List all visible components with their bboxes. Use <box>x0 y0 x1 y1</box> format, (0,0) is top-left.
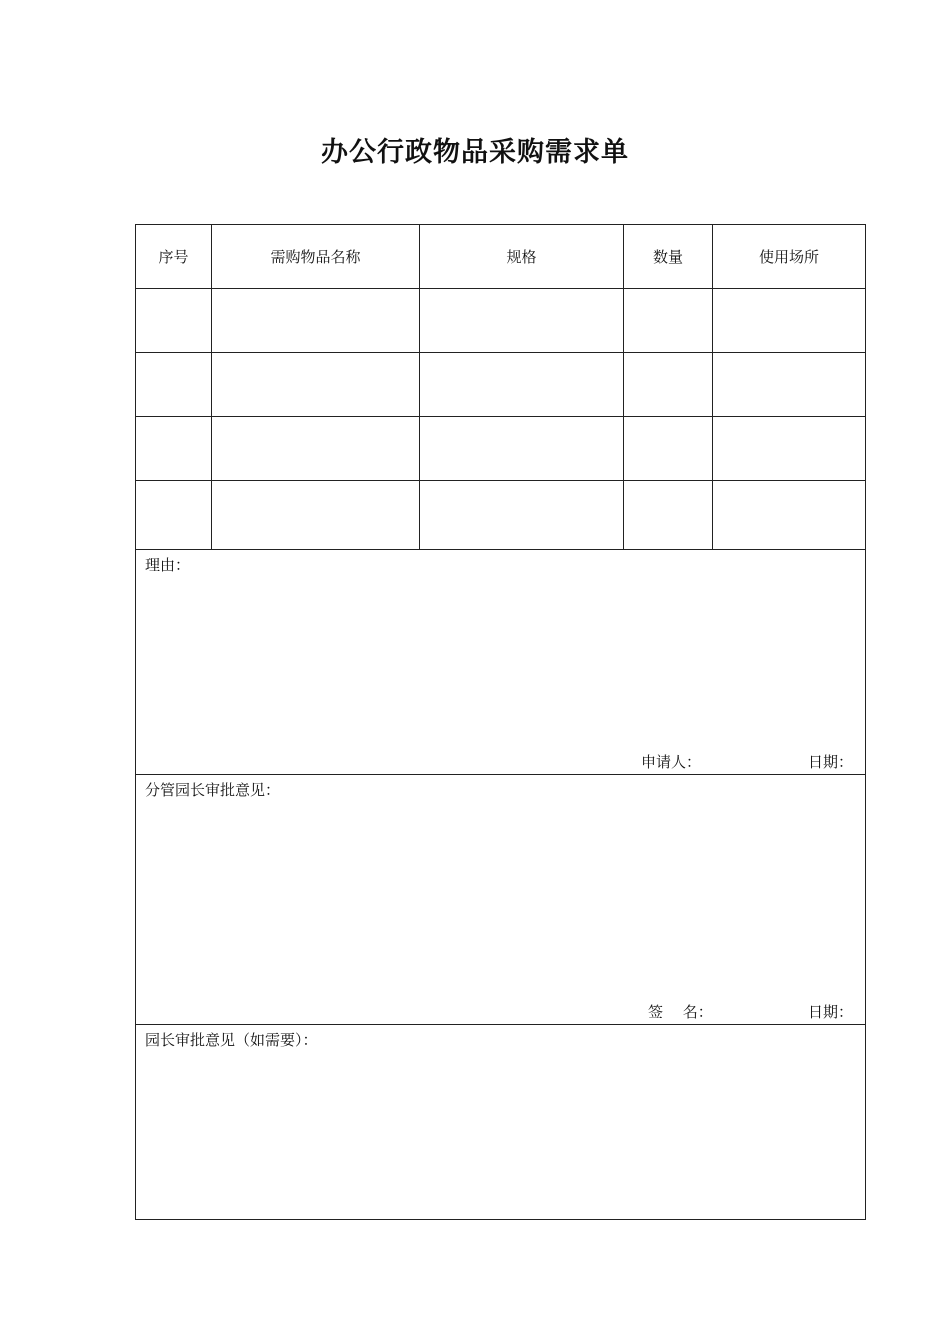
director-approval-section[interactable] <box>136 1025 866 1220</box>
cell-item-name[interactable] <box>212 417 420 481</box>
header-quantity: 数量 <box>624 225 713 289</box>
applicant-label: 申请人： <box>641 753 702 771</box>
purchase-request-table <box>135 224 866 1220</box>
cell-quantity[interactable] <box>624 353 713 417</box>
cell-quantity[interactable] <box>624 481 713 550</box>
cell-item-name[interactable] <box>212 353 420 417</box>
cell-serial-number[interactable] <box>136 481 212 550</box>
table-row <box>136 289 866 353</box>
table-row <box>136 481 866 550</box>
header-item-name: 需购物品名称 <box>212 225 420 289</box>
cell-usage-location[interactable] <box>713 289 866 353</box>
reason-date-label: 日期： <box>808 753 854 771</box>
page-title: 办公行政物品采购需求单 <box>321 137 629 168</box>
cell-serial-number[interactable] <box>136 289 212 353</box>
reason-section[interactable] <box>136 550 866 775</box>
director-approval-label: 园长审批意见（如需要）： <box>145 1031 318 1049</box>
header-usage-location: 使用场所 <box>713 225 866 289</box>
supervisor-approval-row <box>136 775 866 1025</box>
supervisor-date-label: 日期： <box>808 1003 854 1021</box>
cell-specification[interactable] <box>420 417 624 481</box>
table-row <box>136 353 866 417</box>
cell-serial-number[interactable] <box>136 353 212 417</box>
header-serial-number: 序号 <box>136 225 212 289</box>
supervisor-approval-label: 分管园长审批意见： <box>145 781 281 799</box>
signature-label: 签 名： <box>648 1003 713 1021</box>
director-approval-row <box>136 1025 866 1220</box>
cell-serial-number[interactable] <box>136 417 212 481</box>
supervisor-approval-section[interactable] <box>136 775 866 1025</box>
header-specification: 规格 <box>420 225 624 289</box>
cell-specification[interactable] <box>420 481 624 550</box>
reason-section-row <box>136 550 866 775</box>
cell-item-name[interactable] <box>212 481 420 550</box>
cell-usage-location[interactable] <box>713 481 866 550</box>
cell-specification[interactable] <box>420 289 624 353</box>
cell-item-name[interactable] <box>212 289 420 353</box>
cell-quantity[interactable] <box>624 417 713 481</box>
reason-label: 理由： <box>145 556 191 574</box>
cell-specification[interactable] <box>420 353 624 417</box>
table-header-row <box>136 225 866 289</box>
table-row <box>136 417 866 481</box>
cell-quantity[interactable] <box>624 289 713 353</box>
cell-usage-location[interactable] <box>713 353 866 417</box>
cell-usage-location[interactable] <box>713 417 866 481</box>
